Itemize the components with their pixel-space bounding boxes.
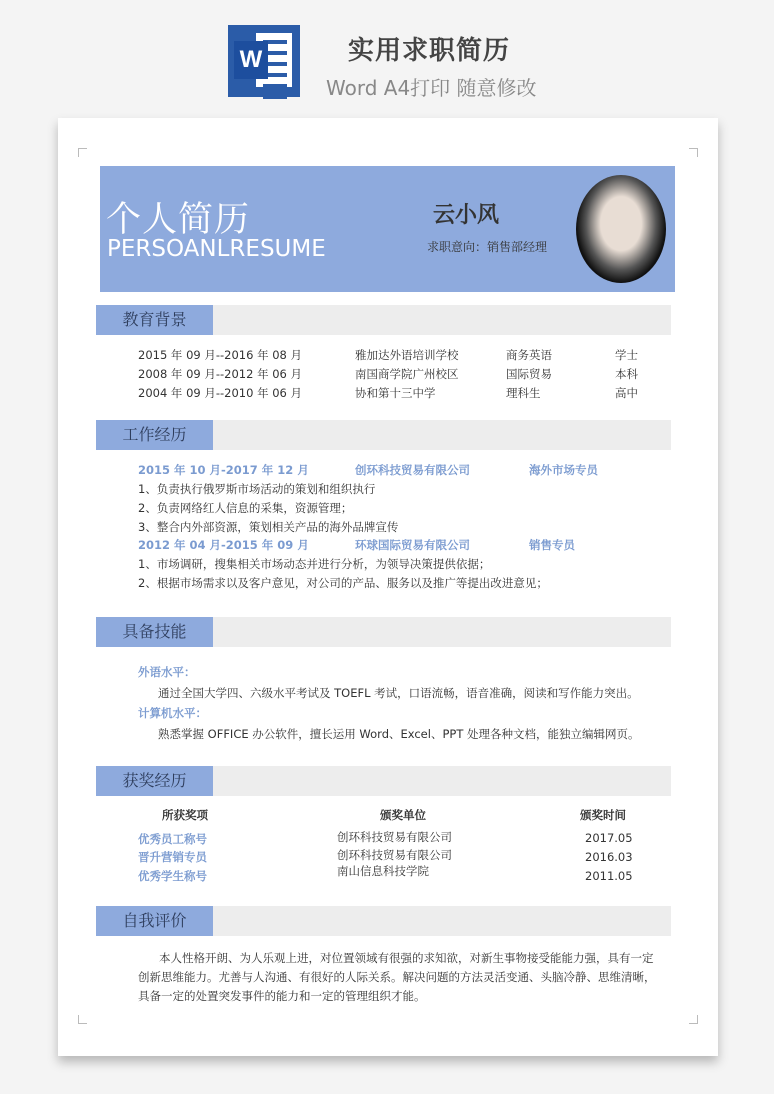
award-issuer: 创环科技贸易有限公司 bbox=[337, 830, 452, 844]
crop-mark bbox=[78, 1015, 87, 1024]
section-heading: 工作经历 bbox=[96, 420, 213, 450]
job-title: 海外市场专员 bbox=[529, 463, 598, 477]
evaluation-line: 创新思维能力。尤善与人沟通、有很好的人际关系。解决问题的方法灵活变通、头脑冷静、思维清晰， bbox=[138, 970, 656, 984]
section-heading: 具备技能 bbox=[96, 617, 213, 647]
job-duty: 1、市场调研，搜集相关市场动态并进行分析，为领导决策提供依据； bbox=[138, 557, 491, 571]
skill-label: 计算机水平： bbox=[138, 706, 207, 720]
skill-text: 通过全国大学四、六级水平考试及 TOEFL 考试，口语流畅，语音准确，阅读和写作能力突出。 bbox=[158, 686, 639, 700]
job-period: 2012 年 04 月-2015 年 09 月 bbox=[138, 538, 309, 552]
crop-mark bbox=[689, 1015, 698, 1024]
crop-mark bbox=[689, 148, 698, 157]
awards-col-header: 颁奖时间 bbox=[580, 808, 626, 822]
evaluation-line: 本人性格开朗、为人乐观上进，对位置领域有很强的求知欲，对新生事物接受能能力强，具有一定 bbox=[159, 951, 654, 965]
top-banner bbox=[0, 0, 774, 110]
job-duty: 2、负责网络红人信息的采集，资源管理； bbox=[138, 501, 353, 515]
edu-school: 协和第十三中学 bbox=[355, 386, 436, 400]
resume-header bbox=[100, 166, 675, 292]
title-en: PERSOANLRESUME bbox=[107, 236, 326, 262]
skill-text: 熟悉掌握 OFFICE 办公软件，擅长运用 Word、Excel、PPT 处理各种文档，能独立编辑网页。 bbox=[158, 727, 640, 741]
edu-period: 2004 年 09 月--2010 年 06 月 bbox=[138, 386, 303, 400]
title-cn: 个人简历 bbox=[106, 200, 251, 240]
edu-degree: 学士 bbox=[615, 348, 638, 362]
word-logo-icon: W bbox=[228, 25, 300, 97]
section-heading: 获奖经历 bbox=[96, 766, 213, 796]
edu-major: 理科生 bbox=[506, 386, 541, 400]
section-work bbox=[96, 420, 671, 450]
job-duty: 1、负责执行俄罗斯市场活动的策划和组织执行 bbox=[138, 482, 376, 496]
edu-major: 国际贸易 bbox=[506, 367, 552, 381]
section-skills bbox=[96, 617, 671, 647]
job-company: 创环科技贸易有限公司 bbox=[355, 463, 470, 477]
job-company: 环球国际贸易有限公司 bbox=[355, 538, 470, 552]
section-awards bbox=[96, 766, 671, 796]
award-date: 2016.03 bbox=[585, 850, 633, 864]
edu-period: 2008 年 09 月--2012 年 06 月 bbox=[138, 367, 303, 381]
award-name: 优秀学生称号 bbox=[138, 869, 207, 883]
crop-mark bbox=[78, 148, 87, 157]
evaluation-line: 具备一定的处置突发事件的能力和一定的管理组织才能。 bbox=[138, 989, 426, 1003]
edu-school: 南国商学院广州校区 bbox=[355, 367, 459, 381]
edu-major: 商务英语 bbox=[506, 348, 552, 362]
award-issuer: 南山信息科技学院 bbox=[337, 864, 429, 878]
edu-school: 雅加达外语培训学校 bbox=[355, 348, 459, 362]
section-heading: 自我评价 bbox=[96, 906, 213, 936]
award-date: 2011.05 bbox=[585, 869, 633, 883]
applicant-name: 云小风 bbox=[433, 203, 500, 228]
awards-col-header: 所获奖项 bbox=[162, 808, 208, 822]
job-duty: 3、整合内外部资源，策划相关产品的海外品牌宣传 bbox=[138, 520, 399, 534]
award-issuer: 创环科技贸易有限公司 bbox=[337, 848, 452, 862]
edu-degree: 高中 bbox=[615, 386, 638, 400]
edu-period: 2015 年 09 月--2016 年 08 月 bbox=[138, 348, 303, 362]
job-title: 销售专员 bbox=[529, 538, 575, 552]
job-intent: 求职意向：销售部经理 bbox=[427, 240, 548, 254]
award-date: 2017.05 bbox=[585, 831, 633, 845]
section-education bbox=[96, 305, 671, 335]
skill-label: 外语水平： bbox=[138, 665, 196, 679]
resume-page bbox=[58, 118, 718, 1056]
job-duty: 2、根据市场需求以及客户意见，对公司的产品、服务以及推广等提出改进意见； bbox=[138, 576, 548, 590]
section-heading: 教育背景 bbox=[96, 305, 213, 335]
banner-subtitle: Word A4打印 随意修改 bbox=[326, 76, 537, 100]
awards-col-header: 颁奖单位 bbox=[380, 808, 426, 822]
edu-degree: 本科 bbox=[615, 367, 638, 381]
job-period: 2015 年 10 月-2017 年 12 月 bbox=[138, 463, 309, 477]
award-name: 优秀员工称号 bbox=[138, 832, 207, 846]
award-name: 晋升营销专员 bbox=[138, 850, 207, 864]
profile-photo bbox=[576, 175, 666, 283]
banner-title: 实用求职简历 bbox=[348, 36, 511, 66]
section-evaluation bbox=[96, 906, 671, 936]
